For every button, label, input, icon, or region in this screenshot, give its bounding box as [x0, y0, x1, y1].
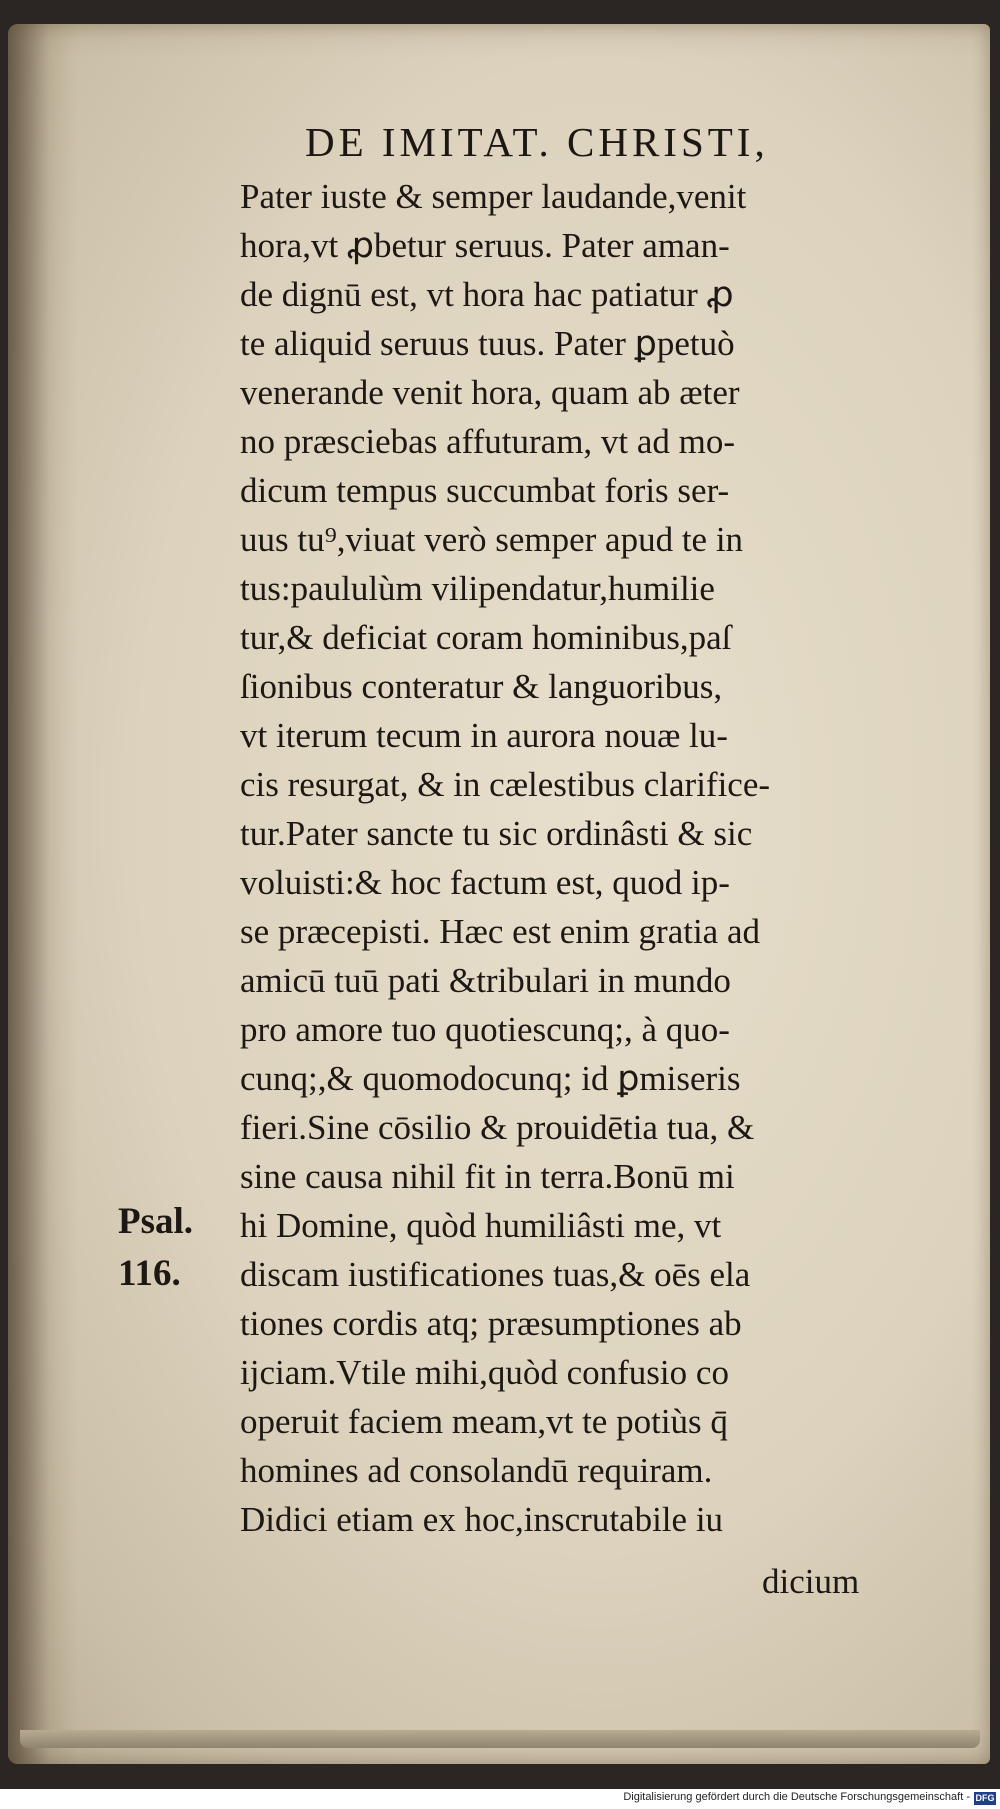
text-line: se præcepisti. Hæc est enim gratia ad [240, 912, 760, 951]
text-line: tiones cordis atq; præsumptiones ab [240, 1304, 742, 1343]
text-line: hora,vt ꝓbetur seruus. Pater aman- [240, 226, 730, 265]
text-line: ſionibus conteratur & languoribus, [240, 667, 723, 706]
text-line: hi Domine, quòd humiliâsti me, vt [240, 1206, 722, 1245]
catchword: dicium [762, 1562, 860, 1601]
text-line: no præsciebas affuturam, vt ad mo- [240, 422, 736, 461]
text-line: cis resurgat, & in cælestibus clarifice- [240, 765, 771, 804]
text-line: pro amore tuo quotiescunq;, à quo- [240, 1010, 730, 1049]
body-text [240, 172, 920, 1544]
text-line: tur.Pater sancte tu sic ordinâsti & sic [240, 814, 753, 853]
text-line: tus:paululùm vilipendatur,humilie [240, 569, 715, 608]
text-line: discam iustificationes tuas,& oēs ela [240, 1255, 751, 1294]
text-line: uus tu⁹,viuat verò semper apud te in [240, 520, 744, 559]
marginal-note [118, 1196, 228, 1300]
text-line: sine causa nihil fit in terra.Bonū mi [240, 1157, 735, 1196]
text-line: te aliquid seruus tuus. Pater ꝑpetuò [240, 324, 735, 363]
text-line: ijciam.Vtile mihi,quòd confusio co [240, 1353, 729, 1392]
text-line: homines ad consolandū requiram. [240, 1451, 713, 1490]
dfg-logo[interactable]: DFG [975, 1793, 995, 1803]
page-gutter-shadow [8, 24, 78, 1764]
text-line: voluisti:& hoc factum est, quod ip- [240, 863, 730, 902]
text-line: operuit faciem meam,vt te potiùs q̄ [240, 1402, 728, 1441]
text-line: tur,& deficiat coram hominibus,paſ [240, 618, 732, 657]
page-edge [20, 1730, 980, 1748]
text-line: Pater iuste & semper laudande,venit [240, 177, 747, 216]
footer-credit: Digitalisierung gefördert durch die Deutsche Forschungsgemeinschaft - [623, 1791, 970, 1803]
text-line: dicum tempus succumbat foris ser- [240, 471, 730, 510]
text-line: fieri.Sine cōsilio & prouidētia tua, & [240, 1108, 755, 1147]
text-line: Didici etiam ex hoc,inscrutabile iu [240, 1500, 724, 1539]
text-line: vt iterum tecum in aurora nouæ lu- [240, 716, 728, 755]
marginal-note-line: Psal. [118, 1201, 194, 1242]
text-line: venerande venit hora, quam ab æter [240, 373, 740, 412]
running-head: DE IMITAT. CHRISTI, [305, 119, 769, 165]
text-line: cunq;,& quomodocunq; id ꝑmiseris [240, 1059, 741, 1098]
text-line: amicū tuū pati &tribulari in mundo [240, 961, 731, 1000]
footer-bar [0, 1789, 1000, 1809]
text-line: de dignū est, vt hora hac patiatur ꝓ [240, 275, 734, 314]
marginal-note-line: 116. [118, 1253, 181, 1294]
